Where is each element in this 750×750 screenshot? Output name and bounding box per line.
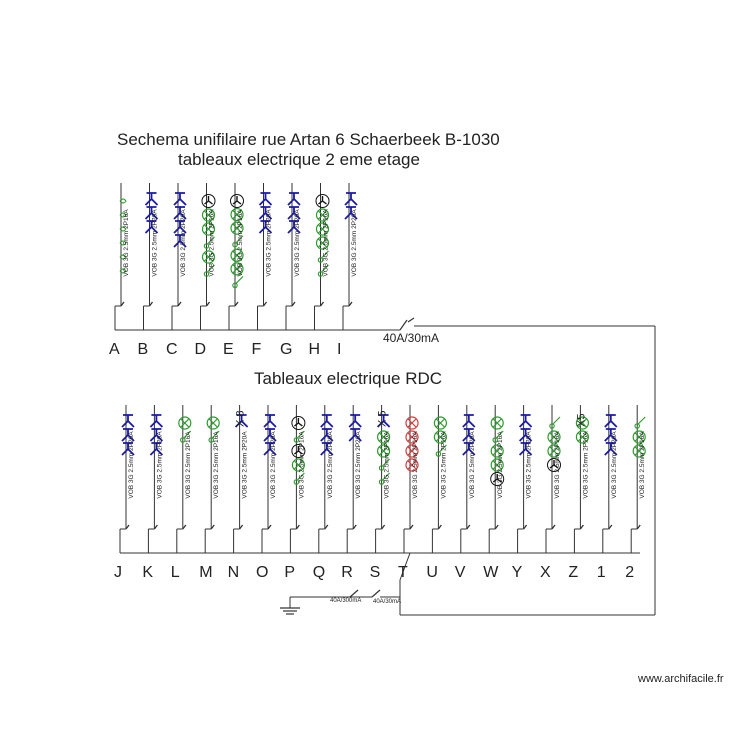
- rdc_circuits.11-letter: U: [426, 564, 438, 581]
- rdc_circuits.1-letter: K: [142, 564, 154, 581]
- top_circuits.6-load-socket: [288, 193, 300, 205]
- rdc_circuits.8-load-socket: [349, 415, 361, 427]
- rdc_circuits.8-letter: R: [341, 564, 353, 581]
- top_circuits.7-letter: H: [308, 341, 321, 358]
- socket-symbol: [605, 415, 617, 427]
- top_circuits.0-letter: A: [109, 341, 120, 358]
- rdc_circuits.6-cable-label: VOB 3G 2.5mm 2P16A: [298, 431, 306, 499]
- rdc_circuits.7-letter: Q: [312, 564, 326, 581]
- socket-symbol: [463, 415, 475, 427]
- top_circuits.5-cable-label: VOB 3G 2.5mm 2P20A: [265, 209, 273, 277]
- top_circuits.6-letter: G: [280, 341, 293, 358]
- lamp-cross: [493, 419, 501, 427]
- rdc_circuits.13-load-lamp: [491, 417, 503, 429]
- switch-arm: [553, 417, 560, 424]
- rdc-breaker2-label: 40A/30mA: [373, 599, 402, 605]
- rdc_circuits.9-letter: S: [369, 564, 381, 581]
- top_circuits.4-letter: E: [223, 341, 234, 358]
- rdc_circuits.2-cable-label: VOB 3G 2.5mm 2P16A: [184, 431, 192, 499]
- rdc_circuits.5-letter: O: [256, 564, 269, 581]
- rdc_circuits.3-load-lamp: [207, 417, 219, 429]
- top_circuits.4-load-switch: [233, 276, 243, 287]
- watermark: www.archifacile.fr: [638, 673, 724, 685]
- lamp-cross: [408, 419, 416, 427]
- rdc_circuits.18-load-switch: [635, 417, 645, 428]
- rdc-breaker1-label: 40A/300mA: [330, 598, 362, 604]
- rdc_circuits.3-letter: M: [199, 564, 213, 581]
- rdc_circuits.10-letter: T: [398, 564, 408, 581]
- rdc_circuits.15-letter: X: [540, 564, 551, 581]
- rdc_circuits.13-letter: W: [483, 564, 499, 581]
- rdc_circuits.15-load-switch: [550, 417, 560, 428]
- top_circuits.8-load-socket: [345, 193, 357, 205]
- fan-blades: [205, 196, 213, 204]
- rdc_circuits.12-cable-label: VOB 3G 2.5mm 2P20A: [468, 431, 476, 499]
- diagram-subtitle: tableaux electrique 2 eme etage: [178, 150, 420, 169]
- socket-symbol: [345, 193, 357, 205]
- rdc_circuits.12-load-socket: [463, 415, 475, 427]
- rdc_circuits.7-load-socket: [321, 415, 333, 427]
- top_circuits.5-load-socket: [260, 193, 272, 205]
- fan-blades: [294, 418, 302, 426]
- rdc_circuits.0-load-socket: [122, 415, 134, 427]
- top-breaker-label: 40A/30mA: [383, 331, 440, 345]
- rdc_circuits.14-cable-label: VOB 3G 2.5mm 2P20A: [525, 431, 533, 499]
- rdc_circuits.18-cable-label: VOB 3G 2.5mm 2P16A: [639, 431, 647, 499]
- top_circuits.3-letter: D: [194, 341, 207, 358]
- rdc_circuits.0-letter: J: [114, 564, 122, 581]
- rdc_circuits.2-load-lamp: [179, 417, 191, 429]
- top_circuits.1-load-socket: [146, 193, 158, 205]
- rdc_circuits.17-load-socket: [605, 415, 617, 427]
- rdc_circuits.0-cable-label: VOB 3G 2.5mm 2P20A: [128, 431, 135, 499]
- rdc_circuits.14-letter: Y: [511, 564, 523, 581]
- rdc_circuits.16-multiplier: X5: [575, 413, 588, 427]
- rdc_circuits.3-cable-label: VOB 3G 2.5mm 2P16A: [213, 431, 221, 499]
- top_circuits.2-letter: C: [166, 341, 178, 358]
- diagram-title: Sechema unifilaire rue Artan 6 Schaerbeek B-1030: [117, 130, 500, 149]
- lamp-cross: [209, 419, 217, 427]
- top_circuits.8-letter: I: [337, 341, 342, 358]
- rdc_circuits.16-letter: Z: [568, 564, 579, 581]
- top_circuits.6-cable-label: VOB 3G 2.5mm 2P20A: [294, 209, 301, 277]
- top_circuits.1-letter: B: [137, 341, 149, 358]
- fan-blades: [319, 196, 327, 204]
- rdc_circuits.17-letter: 1: [596, 564, 606, 581]
- rdc_circuits.7-cable-label: VOB 3G 2.5mm 2P20A: [326, 431, 334, 499]
- rdc_circuits.16-cable-label: VOB 3G 2.5mm 2P16A: [582, 431, 590, 499]
- rdc_circuits.4-letter: N: [227, 564, 240, 581]
- fan-blades: [233, 196, 241, 204]
- rdc_circuits.1-cable-label: VOB 3G 2.5mm 2P20A: [156, 431, 164, 499]
- rdc_circuits.10-load-redlamp: [406, 417, 418, 429]
- socket-symbol: [146, 193, 158, 205]
- rdc_circuits.11-load-lamp: [434, 417, 446, 429]
- top_circuits.7-cable-label: VOB 3G 2.5mm 2P16A: [322, 209, 330, 277]
- rdc_circuits.6-letter: P: [284, 564, 296, 581]
- rdc_circuits.14-load-socket: [520, 415, 532, 427]
- rdc_circuits.4-multiplier: X 8: [234, 410, 247, 427]
- top_circuits.0-cable-label: VOB 3G 2.5mm 2P16A: [123, 209, 130, 277]
- top_circuits.4-cable-label: VOB 3G 2.5mm 2P16A: [237, 209, 244, 277]
- top_circuits.3-load-fan: [202, 195, 215, 208]
- socket-symbol: [520, 415, 532, 427]
- top_circuits.3-cable-label: VOB 3G 2.5mm 2P16A: [208, 209, 216, 277]
- rdc_circuits.4-cable-label: VOB 3G 2.5mm 2P20A: [241, 431, 249, 499]
- rdc_circuits.6-load-fan: [292, 417, 305, 430]
- rdc_circuits.5-load-socket: [264, 415, 276, 427]
- top_circuits.2-load-socket: [174, 193, 186, 205]
- rdc_circuits.15-cable-label: VOB 3G 2.5mm 2P16A: [554, 431, 561, 499]
- socket-symbol: [321, 415, 333, 427]
- rdc_circuits.17-cable-label: VOB 3G 2.5mm 2P20A: [610, 431, 618, 499]
- rdc_circuits.8-cable-label: VOB 3G 2.5mm 2P20A: [355, 431, 363, 499]
- wiring-layer: [115, 183, 655, 615]
- socket-symbol: [349, 415, 361, 427]
- lamp-cross: [181, 419, 189, 427]
- rdc_circuits.11-cable-label: VOB 3G 2.5mm 2P16A: [440, 431, 448, 499]
- labels-layer: [109, 209, 646, 605]
- lamp-cross: [436, 419, 444, 427]
- top_circuits.4-load-fan: [231, 195, 244, 208]
- rdc-title: Tableaux electrique RDC: [254, 369, 443, 388]
- rdc_circuits.5-cable-label: VOB 3G 2.5mm 2P20A: [270, 431, 277, 499]
- top_circuits.5-letter: F: [251, 341, 262, 358]
- rdc_circuits.9-cable-label: VOB 3G 2.5mm 2P16A: [383, 431, 391, 499]
- rdc_circuits.10-cable-label: VOB 3G 2.5mm 2P16A: [412, 431, 419, 499]
- socket-symbol: [264, 415, 276, 427]
- rdc_circuits.2-letter: L: [170, 564, 180, 581]
- socket-symbol: [150, 415, 162, 427]
- rdc-breaker2: [372, 590, 380, 597]
- rdc_circuits.18-letter: 2: [625, 564, 635, 581]
- top-main-breaker: [400, 318, 414, 330]
- socket-symbol: [122, 415, 134, 427]
- top_circuits.1-cable-label: VOB 3G 2.5mm 2P20A: [151, 209, 159, 277]
- top_circuits.7-load-fan: [316, 195, 329, 208]
- rdc_circuits.13-cable-label: VOB 3G 2.5mm 2P16A: [497, 431, 505, 499]
- rdc-breaker1: [350, 590, 358, 597]
- socket-symbol: [260, 193, 272, 205]
- rdc_circuits.1-load-socket: [150, 415, 162, 427]
- top_circuits.2-cable-label: VOB 3G 2.5mm 2P20A: [180, 209, 187, 277]
- switch-arm: [638, 417, 645, 424]
- socket-symbol: [174, 193, 186, 205]
- socket-symbol: [288, 193, 300, 205]
- top_circuits.8-cable-label: VOB 3G 2.5mm 2P20A: [351, 209, 358, 277]
- rdc_circuits.12-letter: V: [454, 564, 466, 581]
- rdc_circuits.9-multiplier: X 5: [376, 410, 389, 427]
